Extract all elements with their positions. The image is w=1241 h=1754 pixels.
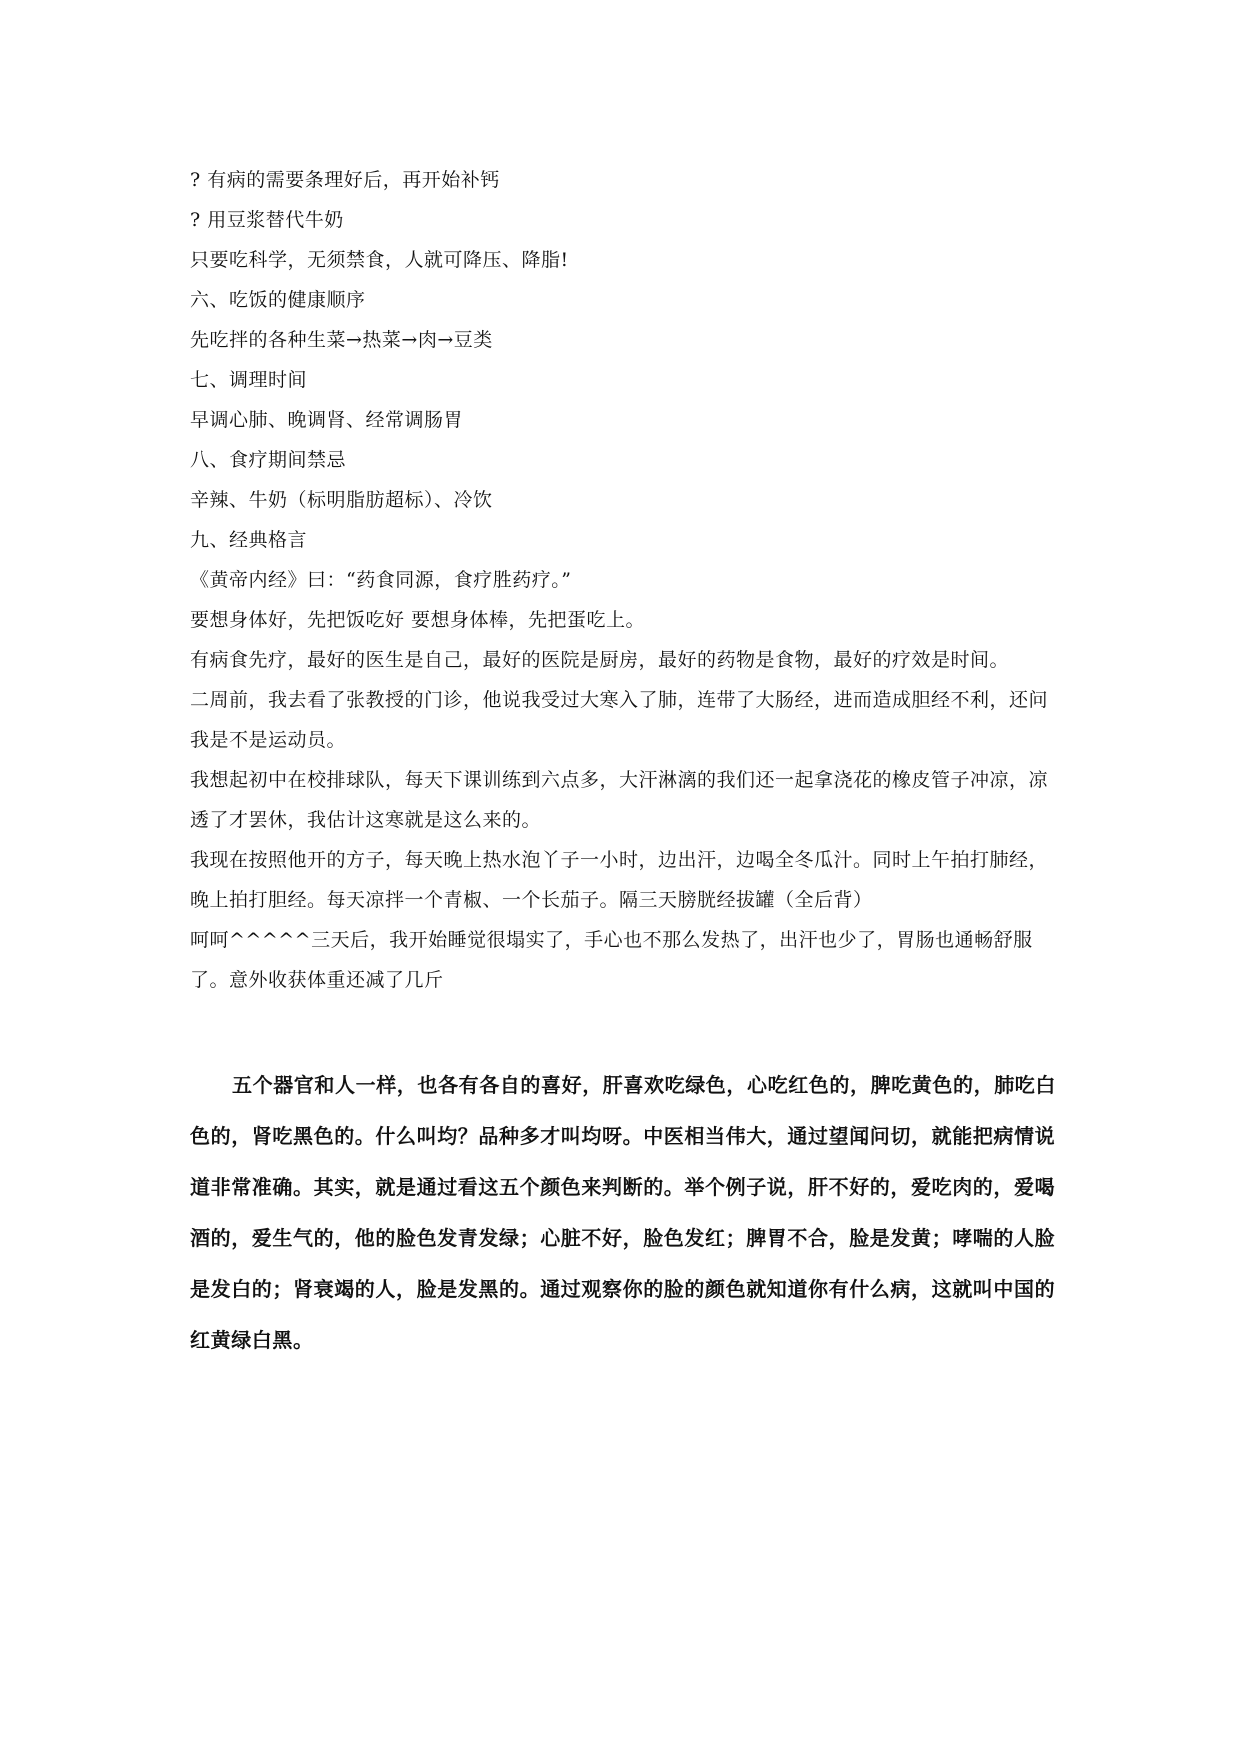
- text-line-order: 先吃拌的各种生菜→热菜→肉→豆类: [190, 329, 493, 351]
- paragraph-clinic-visit: 二周前，我去看了张教授的门诊，他说我受过大寒入了肺，连带了大肠经，进而造成胆经不利，还问我是不是运动员。: [190, 689, 1049, 751]
- section-heading-8: 八、食疗期间禁忌: [190, 449, 347, 471]
- paragraph-prescription: 我现在按照他开的方子，每天晚上热水泡丫子一小时，边出汗，边喝全冬瓜汁。同时上午拍打肺经，晚上拍打胆经。每天凉拌一个青椒、一个长茄子。隔三天膀胱经拔罐（全后背）: [190, 849, 1049, 911]
- section-heading-7: 七、调理时间: [190, 369, 308, 391]
- text-line-quote: 《黄帝内经》曰：“药食同源，食疗胜药疗。”: [190, 569, 572, 591]
- text-line-science: 只要吃科学，无须禁食，人就可降压、降脂!: [190, 249, 569, 271]
- text-line-calcium: ? 有病的需要条理好后，再开始补钙: [190, 169, 500, 191]
- section-heading-6: 六、吃饭的健康顺序: [190, 289, 366, 311]
- section-heading-9: 九、经典格言: [190, 529, 308, 551]
- paragraph-five-colors: 五个器官和人一样，也各有各自的喜好，肝喜欢吃绿色，心吃红色的，脾吃黄色的，肺吃白色的，肾吃黑色的。什么叫均？品种多才叫均呀。中医相当伟大，通过望闻问切，就能把病情说道非常准确。其实，就是通过看这五个颜色来判断的。举个例子说，肝不好的，爱吃肉的，爱喝酒的，爱生气的，他的脸色发青发绿；心脏不好，脸色发红；脾胃不合，脸是发黄；哮喘的人脸是发白的；肾衰竭的人，脸是发黑的。通过观察你的脸的颜色就知道你有什么病，这就叫中国的红黄绿白黑。: [190, 1073, 1056, 1352]
- text-line-soymilk: ? 用豆浆替代牛奶: [190, 209, 344, 231]
- paragraph-results: 呵呵^^^^^三天后，我开始睡觉很塌实了，手心也不那么发热了，出汗也少了，胃肠也通畅舒服了。意外收获体重还减了几斤: [190, 929, 1033, 991]
- text-line-time: 早调心肺、晚调肾、经常调肠胃: [190, 409, 464, 431]
- paragraph-diet-first: 有病食先疗，最好的医生是自己，最好的医院是厨房，最好的药物是食物，最好的疗效是时间。: [190, 649, 1010, 671]
- text-line-motto: 要想身体好，先把饭吃好 要想身体棒，先把蛋吃上。: [190, 609, 646, 631]
- text-line-taboo: 辛辣、牛奶（标明脂肪超标）、冷饮: [190, 489, 493, 511]
- document-body: [190, 160, 1060, 1000]
- paragraph-volleyball: 我想起初中在校排球队，每天下课训练到六点多，大汗淋漓的我们还一起拿浇花的橡皮管子冲凉，凉透了才罢休，我估计这寒就是这么来的。: [190, 769, 1049, 831]
